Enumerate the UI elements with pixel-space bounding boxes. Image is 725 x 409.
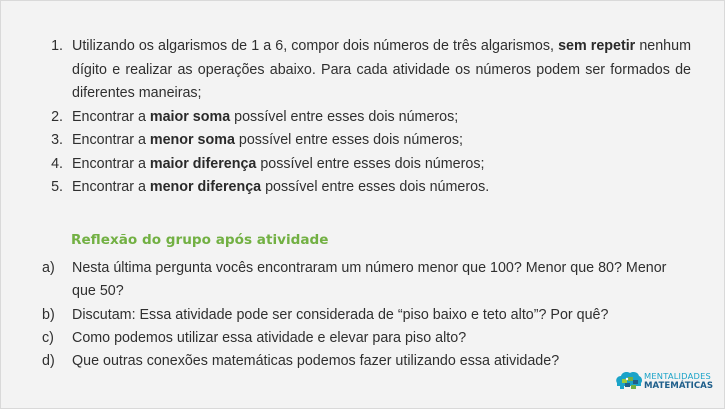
list-item-text: Que outras conexões matemáticas podemos fazer utilizando essa atividade? bbox=[72, 353, 560, 370]
logo-text-line1: MENTALIDADES bbox=[644, 371, 711, 381]
list-item bbox=[41, 35, 691, 106]
list-item: 4. Encontrar a maior diferença possível entre esses dois números; bbox=[41, 153, 691, 177]
reflection-heading: Reflexão do grupo após atividade bbox=[71, 232, 329, 248]
list-item-text: Como podemos utilizar essa atividade e elevar para piso alto? bbox=[72, 329, 467, 346]
brain-puzzle-icon bbox=[614, 369, 644, 393]
list-marker: 2. bbox=[51, 108, 63, 125]
list-item bbox=[41, 327, 681, 350]
list-marker: b) bbox=[42, 306, 55, 323]
emphasis: menor diferença bbox=[149, 179, 262, 195]
list-marker: d) bbox=[42, 353, 55, 370]
list-item: 2. Encontrar a maior soma possível entre esses dois números; bbox=[41, 106, 691, 130]
list-item-text: Utilizando os algarismos de 1 a 6, compor dois números de três algarismos, sem repetir nenhum dígito e realizar as operações abaixo. Para cada atividade os números podem ser formados de diferentes maneiras; bbox=[72, 38, 691, 101]
emphasis: maior diferença bbox=[149, 155, 257, 172]
list-marker: 3. bbox=[51, 132, 63, 148]
list-item bbox=[41, 257, 681, 304]
list-item-text: Discutam: Essa atividade pode ser considerada de “piso baixo e teto alto”? Por quê? bbox=[72, 306, 609, 323]
list-item: 5. Encontrar a menor diferença possível entre esses dois números. bbox=[41, 176, 691, 200]
logo-text-line2: MATEMÁTICAS bbox=[644, 381, 714, 391]
mentalidades-matematicas-logo bbox=[614, 368, 719, 394]
list-item bbox=[41, 350, 681, 373]
list-item bbox=[41, 304, 681, 327]
activity-list bbox=[41, 35, 691, 200]
list-marker: 1. bbox=[51, 38, 63, 54]
emphasis: sem repetir bbox=[558, 38, 636, 54]
list-item: 3. Encontrar a menor soma possível entre esses dois números; bbox=[41, 129, 691, 153]
list-marker: 4. bbox=[51, 155, 63, 172]
emphasis: maior soma bbox=[149, 108, 231, 125]
list-item-text: Nesta última pergunta vocês encontraram um número menor que 100? Menor que 80? Menor que 50? bbox=[72, 260, 667, 300]
reflection-list bbox=[41, 257, 681, 373]
list-marker: c) bbox=[42, 329, 54, 346]
list-marker: a) bbox=[42, 260, 55, 276]
emphasis: menor soma bbox=[149, 132, 235, 148]
list-marker: 5. bbox=[51, 179, 63, 195]
